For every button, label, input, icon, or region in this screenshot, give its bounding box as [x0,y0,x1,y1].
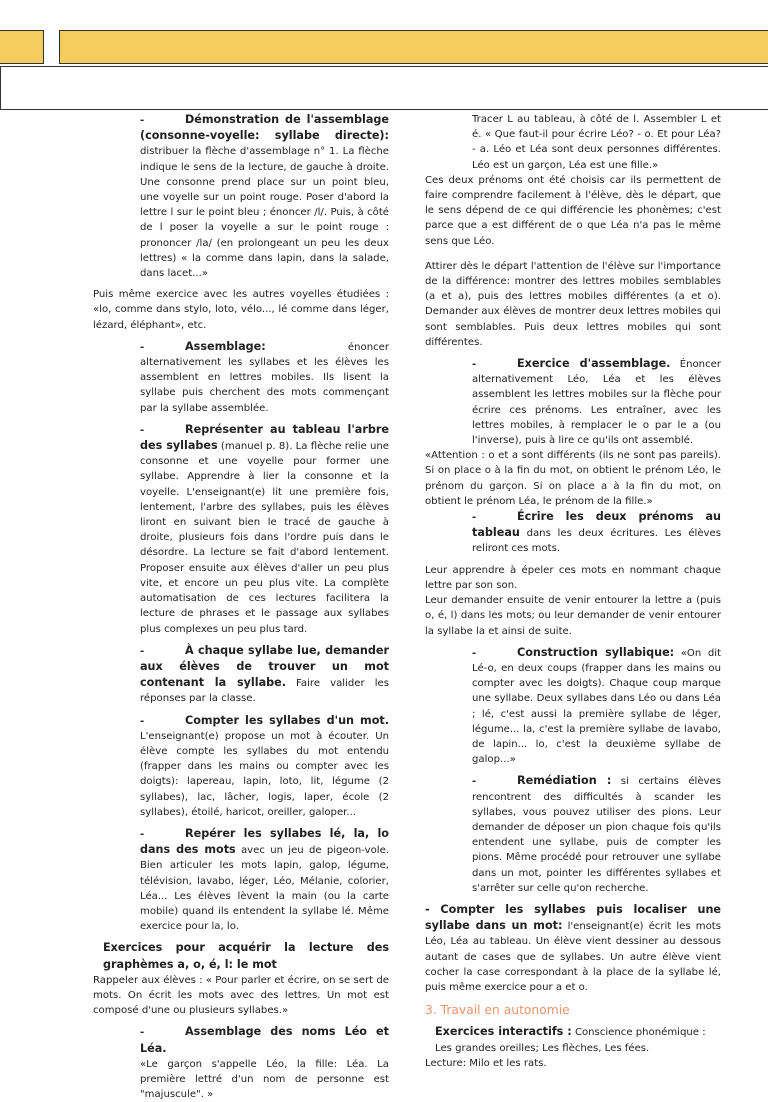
paragraph: Tracer L au tableau, à côté de l. Assembler L et é. « Que faut-il pour écrire Léo? - o. Et pour Léa? - a. Léo et Léa sont deux personnes différentes. Léo est un garçon, Léa est une fille.» [472,114,721,171]
paragraph: Ces deux prénoms ont été choisis car ils permettent de faire comprendre facilement à l'élève, dès le départ, que le sens dépend de ce qui différencie les phonèmes; c'est parce que a est différent de o que Léa n'a pas le même sens que Léo. [425,174,721,247]
header-frame [0,66,768,110]
paragraph: - Remédiation : si certains élèves rencontrent des difficultés à scander les syllabes, vous pouvez utiliser des pions. Leur demander de déposer un pion chaque fois qu'ils entendent une syllabe, puis de compter les pions. Même procédé pour retrouver une syllabe dans un mot, pointer les différentes syllabes et s'arrêter sur celle qu'on recherche. [472,774,721,894]
right-column [425,112,721,1071]
paragraph: - Écrire les deux prénoms au tableau dans les deux écritures. Les élèves reliront ces mots. [472,510,721,555]
paragraph: - Démonstration de l'assemblage (consonne-voyelle: syllabe directe): distribuer la flèche d'assemblage n° 1. La flèche indique le sens de la lecture, de gauche à droite. Une consonne prend place sur un point bleu, une voyelle sur un point rouge. Poser d'abord la lettre l sur le point bleu ; énoncer /l/. Puis, à côté de l poser la voyelle a sur le point rouge : prononcer /la/ (en prolongeant un peu les deux lettres) « la comme dans lapin, dans la salade, dans lacet...» [140,113,389,280]
header-banner [59,30,768,64]
section-title: 3. Travail en autonomie [425,1003,570,1018]
paragraph: - Exercice d'assemblage. Énoncer alternativement Léo, Léa et les élèves assemblent les lettres mobiles sur la flèche pour écrire ces prénoms. Les entraîner, avec les lettres mobiles, à remplacer le o par le a (ou l'inverse), puis à lire ce qu'ils ont assemblé. [472,357,721,447]
paragraph: - Compter les syllabes d'un mot. L'enseignant(e) propose un mot à écouter. Un élève compte les syllabes du mot entendu (frapper dans les mains ou compter avec les doigts): lapereau, lapin, loto, lit, légume (2 syllabes), lac, lâcher, logis, laper, école (2 syllabes), étoilé, haricot, oreiller, galoper... [140,713,389,818]
paragraph: - À chaque syllabe lue, demander aux élèves de trouver un mot contenant la syllabe. Faire valider les réponses par la classe. [140,643,390,705]
paragraph: Exercices interactifs : Conscience phonémique : Les grandes oreilles; Les flèches, Les fées. [435,1025,706,1054]
paragraph: - Construction syllabique: «On dit Lé-o, en deux coups (frapper dans les mains ou compter avec les doigts). Chaque coup marque une syllabe. Deux syllabes dans Léo ou dans Léa ; lé, c'est aussi la première syllabe de léger, légume... la, c'est la première syllabe de lavabo, de lapin... lo, c'est la deuxième syllabe de galop...» [472,645,721,766]
paragraph: - Repérer les syllabes lé, la, lo dans des mots avec un jeu de pigeon-vole. Bien articuler les mots lapin, galop, légume, télévision, lavabo, léger, Léo, Mélanie, colorier, Léa... Les élèves lèvent la main (ou la carte mobile) quand ils entendent la syllabe lé. Même exercice pour la, lo. [140,826,389,933]
paragraph: «Attention : o et a sont différents (ils ne sont pas pareils). Si on place o à la fin du mot, on obtient le prénom Léo, le prénom du garçon. Si on place a à la fin du mot, on obtient le prénom Léa, le prénom de la fille.» [425,450,721,507]
left-column [93,112,389,1102]
paragraph: - Compter les syllabes puis localiser une syllabe dans un mot: l'enseignant(e) écrit les mots Léo, Léa au tableau. Un élève vient dessiner au dessous autant de cases que de syllabes. Un autre élève vient cocher la case correspondant à la place de la syllabe lé, puis même exercice pour a et o. [425,902,721,993]
paragraph: - Représenter au tableau l'arbre des syllabes (manuel p. 8). La flèche relie une consonne et une voyelle pour former une syllabe. Apprendre à lier la consonne et la voyelle. L'enseignant(e) lit une première fois, lentement, l'arbre des syllabes, puis les élèves liront en suivant bien le tracé de gauche à droite, plusieurs fois dans l'ordre puis dans le désordre. La lecture se fait d'abord lentement. Proposer ensuite aux élèves d'aller un peu plus vite, et encore un peu plus vite. La complète automatisation de ces lectures facilitera la lecture de phrases et le passage aux syllabes plus complexes un peu plus tard. [140,422,389,635]
paragraph: - Assemblage: énoncer alternativement les syllabes et les élèves les assemblent en lettres mobiles. Ils lisent la syllabe puis cherchent des mots commençant par la syllabe assemblée. [140,339,389,414]
paragraph: - Assemblage des noms Léo et Léa. [140,1025,389,1055]
paragraph: «Le garçon s'appelle Léo, la fille: Léa. La première lettré d'un nom de personne est "majuscule". » [140,1058,389,1101]
paragraph: Leur apprendre à épeler ces mots en nommant chaque lettre par son son. [425,564,721,591]
paragraph: Puis même exercice avec les autres voyelles étudiées : «lo, comme dans stylo, loto, vélo..., lé comme dans léger, lézard, éléphant», etc. [93,289,389,331]
paragraph: Attirer dès le départ l'attention de l'élève sur l'importance de la différence: montrer des lettres mobiles semblables (a et a), puis des lettres mobiles différentes (a et o). Demander aux élèves de montrer deux lettres mobiles qui sont semblables. Puis deux lettres mobiles qui sont différentes. [425,260,721,348]
paragraph: Lecture: Milo et les rats. [425,1057,547,1069]
paragraph: Leur demander ensuite de venir entourer la lettre a (puis o, é, l) dans les mots; ou leur demander de venir entourer la syllabe la et ainsi de suite. [425,595,721,637]
header-tab-small [0,30,44,64]
paragraph: Rappeler aux élèves : « Pour parler et écrire, on se sert de mots. On écrit les mots avec des lettres. Un mot est composé d'une ou plusieurs syllabes.» [93,974,389,1017]
section-heading: Exercices pour acquérir la lecture des graphèmes a, o, é, l: le mot [103,941,389,971]
